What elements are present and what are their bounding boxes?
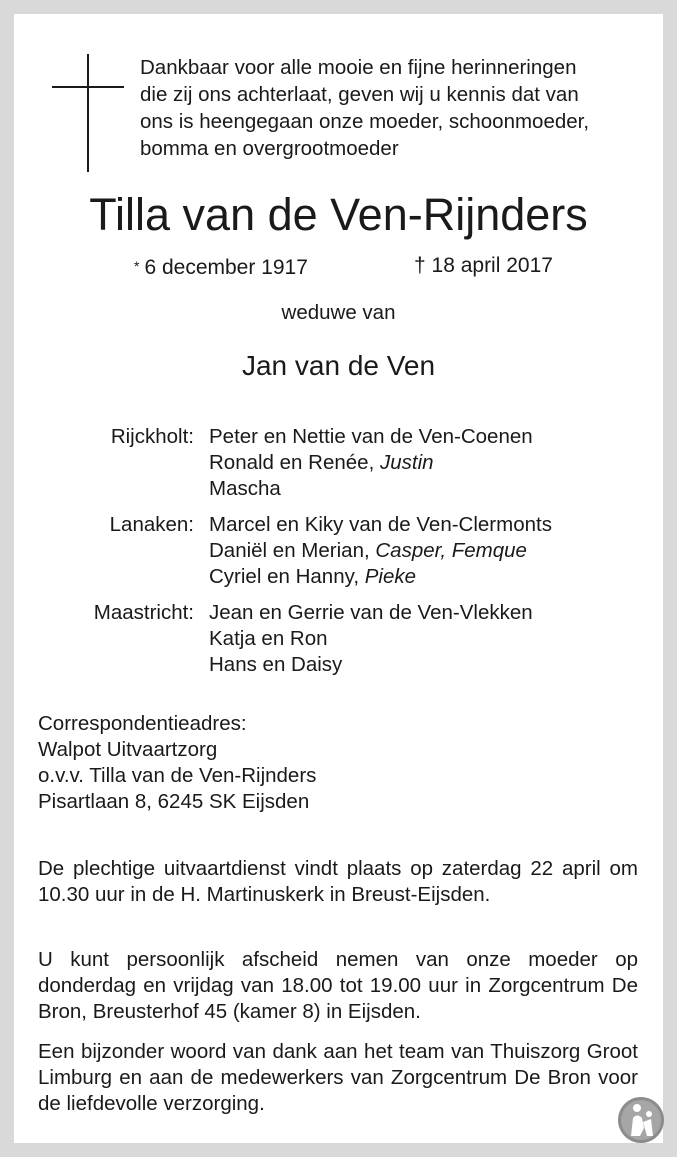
family-list (0, 424, 677, 688)
birth-date (134, 252, 308, 282)
family-line: Cyriel en Hanny, Pieke (209, 565, 416, 588)
cross-icon-horizontal (52, 86, 124, 88)
family-place: Lanaken: (109, 513, 194, 536)
family-group-lanaken (0, 512, 677, 590)
intro-text (140, 54, 660, 162)
correspondence-address (38, 711, 316, 815)
family-group-rijckholt (0, 424, 677, 502)
obituary-card (14, 14, 663, 1143)
family-line: Mascha (209, 477, 281, 500)
family-line: Hans en Daisy (209, 653, 343, 676)
correspondence-line: Pisartlaan 8, 6245 SK Eijsden (38, 790, 310, 813)
widow-label: weduwe van (281, 301, 396, 324)
family-members (209, 600, 533, 678)
family-group-maastricht (0, 600, 677, 678)
intro-line: Dankbaar voor alle mooie en fijne herinneringen (140, 56, 577, 79)
thanks-paragraph: Een bijzonder woord van dank aan het team van Thuiszorg Groot Limburg en aan de medewerkers van Zorgcentrum De Bron voor de liefdevolle verzorging. (38, 1040, 638, 1115)
family-place: Rijckholt: (110, 425, 194, 448)
family-members (209, 424, 533, 502)
intro-line: die zij ons achterlaat, geven wij u kennis dat van (140, 83, 579, 106)
death-date: † 18 april 2017 (414, 254, 553, 277)
correspondence-line: Correspondentieadres: (38, 712, 247, 735)
family-line: Ronald en Renée, Justin (209, 451, 434, 474)
correspondence-line: o.v.v. Tilla van de Ven-Rijnders (38, 764, 317, 787)
family-line: Daniël en Merian, Casper, Femque (209, 539, 527, 562)
family-members (209, 512, 552, 590)
intro-line: ons is heengegaan onze moeder, schoonmoeder, (140, 110, 590, 133)
cross-icon-vertical (87, 54, 89, 172)
husband-name: Jan van de Ven (241, 350, 436, 381)
intro-line: bomma en overgrootmoeder (140, 137, 399, 160)
family-line: Jean en Gerrie van de Ven-Vlekken (209, 601, 533, 624)
service-paragraph: De plechtige uitvaartdienst vindt plaats op zaterdag 22 april om 10.30 uur in de H. Martinuskerk in Breust-Eijsden. (38, 857, 638, 906)
family-line: Peter en Nettie van de Ven-Coenen (209, 425, 533, 448)
farewell-paragraph: U kunt persoonlijk afscheid nemen van onze moeder op donderdag en vrijdag van 18.00 tot 19.00 uur in Zorgcentrum De Bron, Breusterhof 45 (kamer 8) in Eijsden. (38, 948, 638, 1023)
correspondence-line: Walpot Uitvaartzorg (38, 738, 218, 761)
deceased-name: Tilla van de Ven-Rijnders (89, 189, 588, 240)
memorial-logo-icon (617, 1096, 665, 1144)
family-line: Marcel en Kiky van de Ven-Clermonts (209, 513, 552, 536)
birth-date-text: 6 december 1917 (144, 256, 308, 279)
family-line: Katja en Ron (209, 627, 328, 650)
birth-star-icon: * (134, 258, 140, 274)
family-place: Maastricht: (93, 601, 194, 624)
